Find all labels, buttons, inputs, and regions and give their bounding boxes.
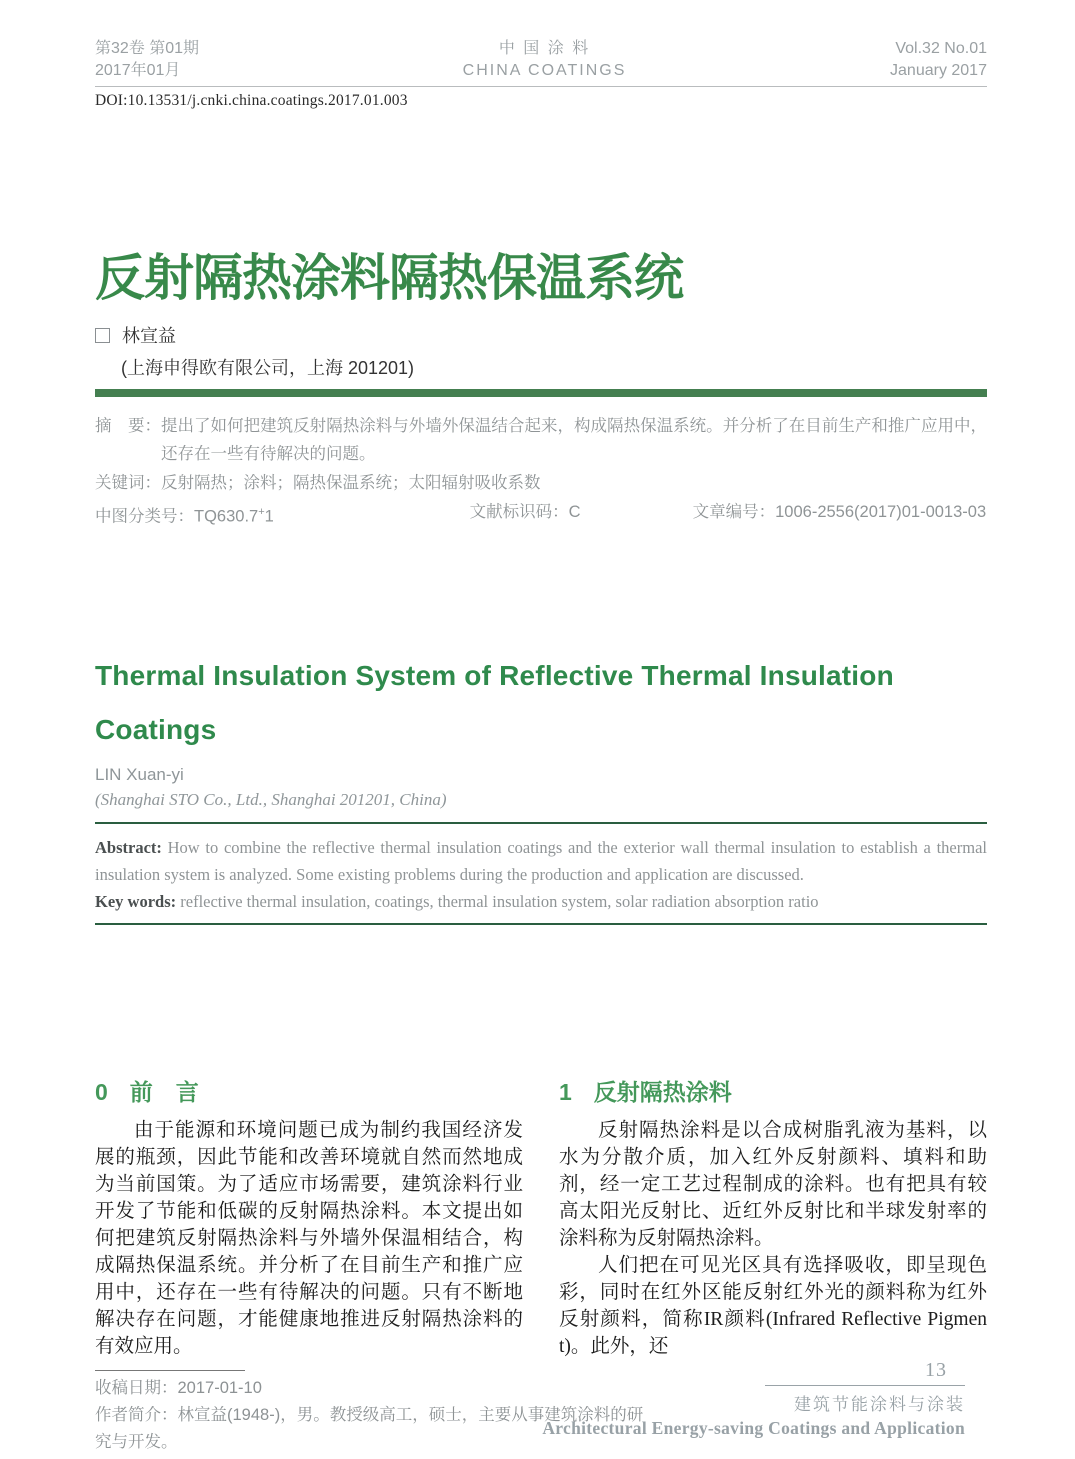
footer-divider	[765, 1385, 965, 1386]
abstract-en-text: Abstract: How to combine the reflective thermal insulation coatings and the exterior wall thermal insulation to establish a thermal insulation system is analyzed. Some existing problems during the production and application are discussed.	[95, 837, 987, 884]
page-number: 13	[925, 1359, 947, 1381]
abstract-en-bottom-rule	[95, 923, 987, 925]
header-volume-issue	[95, 38, 199, 82]
section-0-paragraph-1: 由于能源和环境问题已成为制约我国经济发展的瓶颈，因此节能和改善环境就自然而然地成为当前国策。为了适应市场需要，建筑涂料行业开发了节能和低碳的反射隔热涂料。本文提出如何把建筑反射隔热涂料与外墙外保温相结合，构成隔热保温系统。并分析了在目前生产和推广应用中，还存在一些有待解决的问题。只有不断地解决存在问题，才能健康地推进反射隔热涂料的有效应用。	[95, 1119, 523, 1357]
journal-name-cn: 中 国 涂 料	[498, 40, 591, 57]
section-1-paragraph-1: 反射隔热涂料是以合成树脂乳液为基料，以水为分散介质，加入红外反射颜料、填料和助剂，经一定工艺过程制成的涂料。也有把具有较高太阳光反射比、近红外反射比和半球发射率的涂料称为反射隔热涂料。	[559, 1119, 987, 1249]
abstract-en-block	[95, 834, 987, 915]
document-code: 文献标识码：C	[469, 503, 581, 521]
author-name-cn: 林宣益	[122, 326, 176, 346]
clc-value: TQ630.7	[194, 507, 259, 526]
author-marker-icon	[95, 328, 110, 343]
abstract-cn-label: 摘 要：	[95, 417, 161, 435]
page-footer	[542, 1359, 965, 1439]
abstract-cn-line	[95, 412, 987, 468]
volume-issue-en: Vol.32 No.01	[895, 40, 987, 57]
affiliation-en: (Shanghai STO Co., Ltd., Shanghai 201201, China)	[95, 789, 447, 809]
doi-text: DOI:10.13531/j.cnki.china.coatings.2017.01.003	[95, 92, 408, 109]
abstract-en-label: Abstract:	[95, 837, 162, 857]
date-cn: 2017年01月	[95, 62, 181, 79]
classification-row	[95, 498, 987, 531]
left-column	[95, 1077, 644, 1456]
journal-header	[95, 38, 987, 110]
author-bio-line: 作者简介：林宣益(1948-)，男。教授级高工，硕士，主要从事建筑涂料的研究与开发。	[95, 1405, 644, 1451]
affiliation-cn: (上海申得欧有限公司，上海 201201)	[121, 358, 415, 378]
journal-name	[463, 38, 627, 82]
green-divider-bar	[95, 389, 987, 397]
received-date-line: 收稿日期：2017-01-10	[95, 1378, 262, 1397]
volume-issue-cn: 第32卷 第01期	[95, 40, 200, 57]
abstract-cn-text: 提出了如何把建筑反射隔热涂料与外墙外保温结合起来，构成隔热保温系统。并分析了在目前生产和推广应用中，还存在一些有待解决的问题。	[161, 417, 987, 463]
journal-name-en: CHINA COATINGS	[462, 62, 627, 79]
section-number-0: 0	[95, 1078, 108, 1105]
author-name-en: LIN Xuan-yi	[95, 764, 184, 784]
keywords-en-label: Key words:	[95, 891, 177, 911]
abstract-en-top-rule	[95, 822, 987, 824]
clc-label: 中图分类号：	[95, 507, 194, 526]
header-divider	[95, 86, 987, 87]
clc-number	[95, 498, 470, 531]
author-row	[95, 322, 987, 348]
article-title-en: Thermal Insulation System of Reflective Thermal Insulation Coatings	[95, 659, 894, 745]
article-id: 文章编号：1006-2556(2017)01-0013-03	[692, 503, 987, 521]
abstract-cn-block	[95, 412, 987, 531]
keywords-cn-line: 关键词：反射隔热；涂料；隔热保温系统；太阳辐射吸收系数	[95, 474, 541, 492]
clc-tail: 1	[264, 507, 274, 526]
section-heading-1	[559, 1077, 987, 1107]
date-en: January 2017	[890, 62, 987, 79]
clc-sup: +	[258, 506, 265, 518]
section-heading-0	[95, 1077, 523, 1107]
section-title-0: 前 言	[129, 1078, 199, 1105]
section-number-1: 1	[559, 1078, 572, 1105]
footer-journal-en: Architectural Energy-saving Coatings and Application	[542, 1418, 965, 1438]
section-title-1: 反射隔热涂料	[593, 1078, 732, 1105]
footnote-divider	[95, 1370, 245, 1371]
keywords-en-line: Key words: reflective thermal insulation, coatings, thermal insulation system, solar radiation absorption ratio	[95, 891, 819, 911]
section-1-paragraph-2: 人们把在可见光区具有选择吸收，即呈现色彩，同时在红外区能反射红外光的颜料称为红外反射颜料，简称IR颜料(Infrared Reflective Pigment)。此外，还	[559, 1254, 987, 1357]
article-title-cn: 反射隔热涂料隔热保温系统	[95, 250, 683, 306]
header-volume-issue-en	[890, 38, 987, 82]
footer-journal-cn: 建筑节能涂料与涂装	[794, 1395, 965, 1414]
